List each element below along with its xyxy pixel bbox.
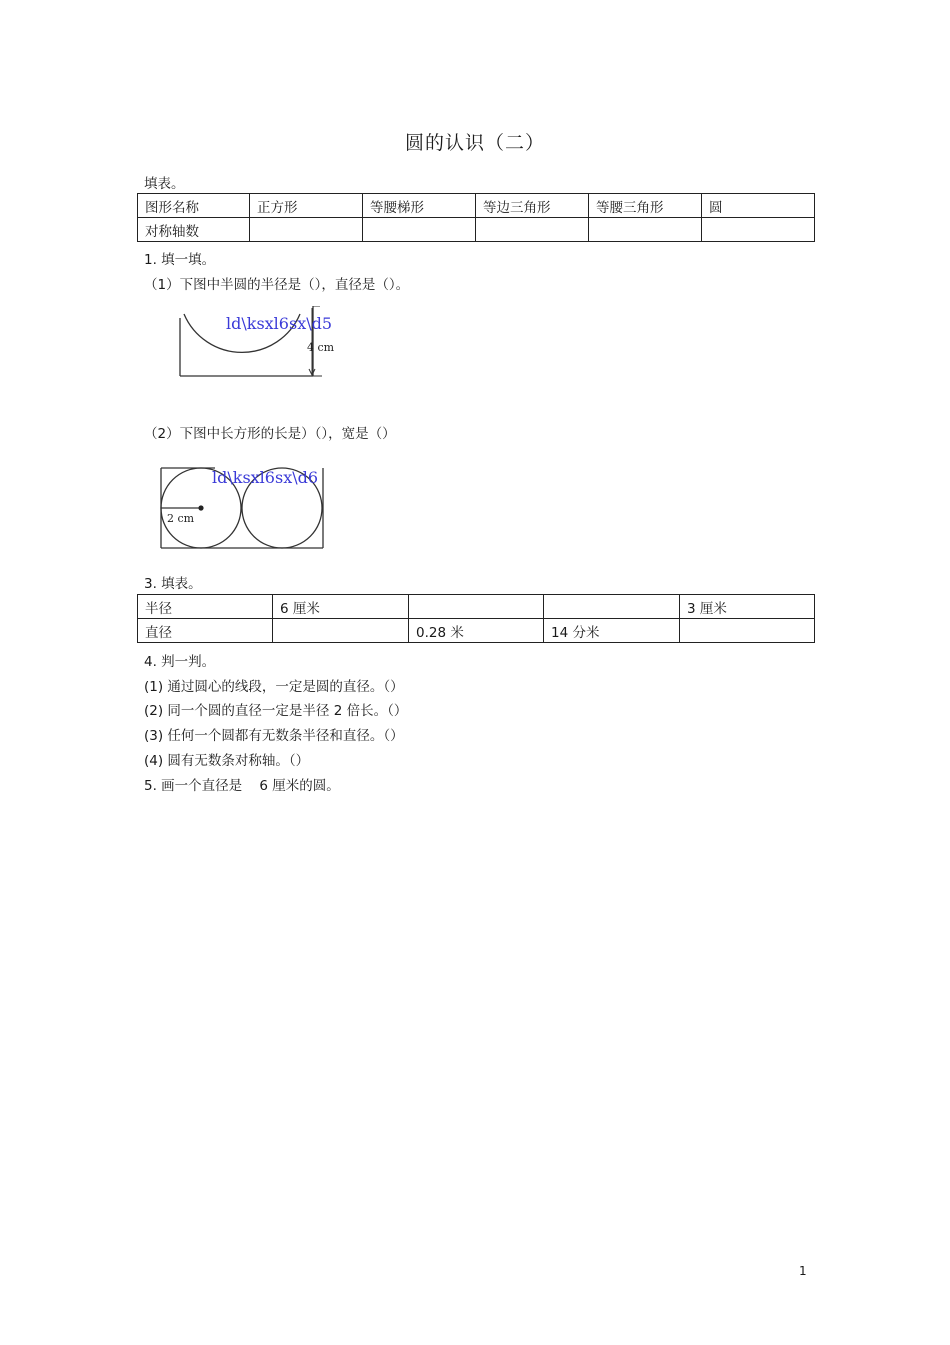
- table-cell: 等腰梯形: [363, 194, 476, 218]
- answer-cell[interactable]: [680, 619, 815, 643]
- symmetry-table: [137, 193, 815, 242]
- section5-heading: 5. 画一个直径是 6 厘米的圆。: [144, 778, 340, 794]
- answer-cell[interactable]: [409, 595, 544, 619]
- judge-item: (3) 任何一个圆都有无数条半径和直径。（）: [144, 728, 404, 744]
- table-row: [138, 218, 815, 242]
- judge-item: (2) 同一个圆的直径一定是半径 2 倍长。（）: [144, 703, 408, 719]
- answer-cell[interactable]: [589, 218, 702, 242]
- table-cell: 14 分米: [544, 619, 680, 643]
- judge-item: (4) 圆有无数条对称轴。（）: [144, 753, 310, 769]
- answer-cell[interactable]: [363, 218, 476, 242]
- watermark-text: ld\ksxl6sx\d5: [226, 314, 333, 333]
- question-2: （2）下图中长方形的长是）（），宽是（）: [144, 426, 396, 442]
- table-cell: 等边三角形: [476, 194, 589, 218]
- section2-heading: 1. 填一填。: [144, 252, 216, 268]
- table-cell: 0.28 米: [409, 619, 544, 643]
- table-cell: 半径: [138, 595, 273, 619]
- radius-diameter-table: [137, 594, 815, 643]
- answer-cell[interactable]: [273, 619, 409, 643]
- page-number: 1: [799, 1264, 807, 1278]
- table-cell: 直径: [138, 619, 273, 643]
- radius-label: 2 cm: [167, 512, 195, 525]
- table-cell: 图形名称: [138, 194, 250, 218]
- center-dot-icon: [198, 505, 203, 510]
- table-row: [138, 619, 815, 643]
- table-cell: 正方形: [250, 194, 363, 218]
- section3-heading: 3. 填表。: [144, 576, 202, 592]
- section1-heading: 填表。: [144, 176, 185, 192]
- table-cell: 圆: [702, 194, 815, 218]
- table-cell: 3 厘米: [680, 595, 815, 619]
- table-row: [138, 595, 815, 619]
- table-cell: 对称轴数: [138, 218, 250, 242]
- table-cell: 等腰三角形: [589, 194, 702, 218]
- table-cell: 6 厘米: [273, 595, 409, 619]
- two-circles-figure: [155, 462, 330, 554]
- answer-cell[interactable]: [476, 218, 589, 242]
- answer-cell[interactable]: [544, 595, 680, 619]
- page-title: 圆的认识（二）: [404, 132, 545, 154]
- judge-item: (1) 通过圆心的线段，一定是圆的直径。（）: [144, 679, 404, 695]
- height-label: 4 cm: [307, 341, 335, 354]
- watermark-text: ld\ksxl6sx\d6: [212, 468, 319, 487]
- section4-heading: 4. 判一判。: [144, 654, 216, 670]
- answer-cell[interactable]: [702, 218, 815, 242]
- semicircle-figure: [160, 306, 350, 384]
- table-row: [138, 194, 815, 218]
- question-1: （1）下图中半圆的半径是（），直径是（）。: [144, 277, 410, 293]
- answer-cell[interactable]: [250, 218, 363, 242]
